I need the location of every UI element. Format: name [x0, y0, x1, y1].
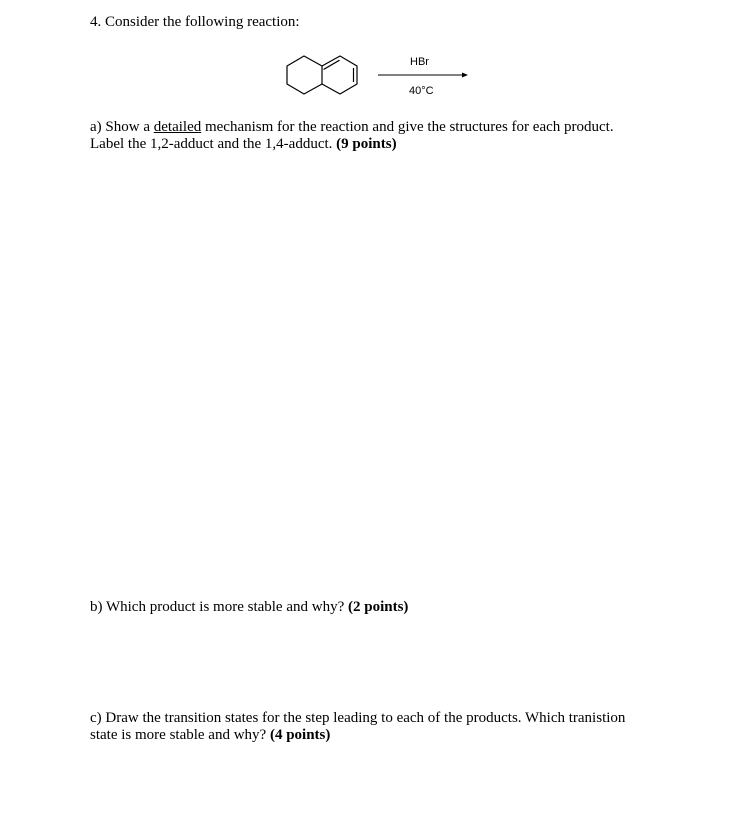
part-a-underlined-word: detailed — [153, 119, 202, 135]
question-title: 4. Consider the following reaction: — [90, 14, 300, 30]
part-b-text: b) Which product is more stable and why? — [90, 599, 348, 615]
reaction-arrow-icon — [378, 70, 468, 80]
part-c-points: (4 points) — [269, 727, 331, 743]
part-a-line2: Label the 1,2-adduct and the 1,4-adduct. — [90, 136, 337, 152]
part-a-line1: mechanism for the reaction and give the structures for each product. — [201, 119, 614, 135]
bicyclic-diene-structure-icon — [284, 53, 360, 95]
part-c-line2: state is more stable and why? — [90, 727, 270, 743]
part-c-question — [90, 710, 690, 744]
part-a-points: (9 points) — [336, 136, 397, 152]
reagent-label: HBr — [410, 56, 429, 68]
part-b-question — [90, 599, 690, 616]
part-c-line1: c) Draw the transition states for the step leading to each of the products. Which tranistion — [90, 710, 626, 726]
condition-label: 40°C — [409, 85, 434, 97]
part-b-points: (2 points) — [348, 599, 409, 615]
part-a-question — [90, 119, 690, 153]
part-a-prefix: a) Show a — [90, 119, 154, 135]
